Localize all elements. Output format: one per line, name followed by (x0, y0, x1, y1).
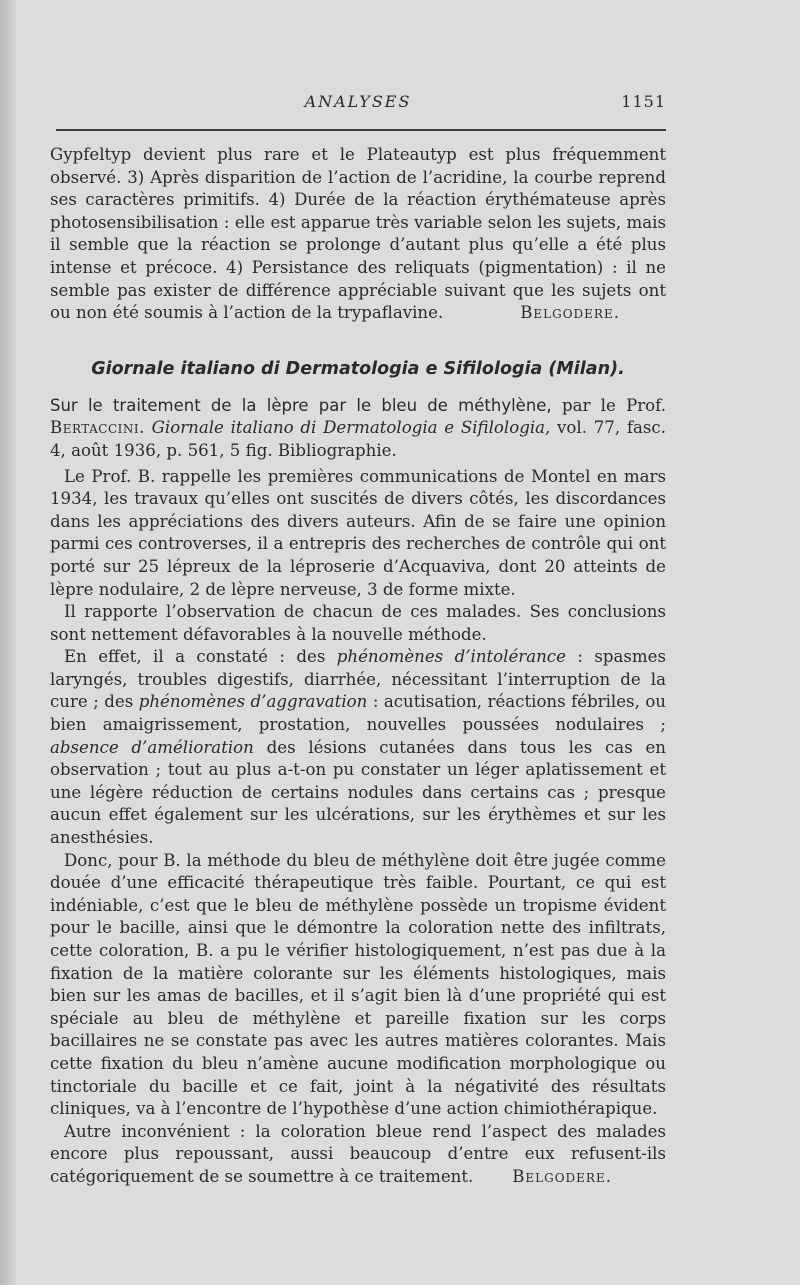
article-paragraph-4: Donc, pour B. la méthode du bleu de méthylène doit être jugée comme douée d’une efficacité thérapeutique très faible. Pourtant, ce qui est indéniable, c’est que le bleu de méthylène possède un tropisme évident pour le bacille, ainsi que le démontre la coloration nette des infiltrats, cette coloration, B. a pu le vérifier histologiquement, n’est pas due à la fixation de la matière colorante sur les éléments histologiques, mais bien sur les amas de bacilles, et il s’agit bien là d’une propriété qui est spéciale au bleu de méthylène et pareille fixation sur les corps bacillaires ne se constate pas avec les autres matières colorantes. Mais cette fixation du bleu n’amène aucune modification morphologique ou tinctoriale du bacille et ce fait, joint à la négativité des résultats cliniques, va à l’encontre de l’hypothèse d’une action chimiothérapique. (50, 850, 666, 1119)
article-by: par le Prof. (551, 395, 666, 415)
journal-page (50, 92, 666, 1186)
article-citation (50, 395, 666, 463)
p3-text-c: : spasmes laryngés, troubles digestifs, diarrhée, nécessitant l’interruption de la cure ; des (50, 647, 666, 712)
p3-emphasis-aggravation: phénomènes d’aggravation (138, 692, 368, 712)
page-number: 1151 (621, 92, 666, 111)
article-journal: Giornale italiano di Dermatologia e Sifilologia, (144, 418, 551, 438)
running-title: ANALYSES (304, 92, 412, 111)
page-body (50, 144, 666, 1189)
p3-text-e: : acutisation, réactions fébriles, ou bien amaigrissement, prostation, nouvelles poussées nodulaires ; (50, 692, 666, 735)
p3-text-g: des lésions cutanées dans tous les cas en observation ; tout au plus a-t-on pu constater un léger aplatissement et une légère réduction de certains nodules dans certains cas ; presque aucun effet également sur les ulcérations, sur les érythèmes et sur les anesthésies. (50, 737, 666, 848)
article-paragraph-3 (50, 646, 666, 849)
page-header (50, 92, 666, 118)
p5-text: Autre inconvénient : la coloration bleue rend l’aspect des malades encore plus repoussant, aussi beaucoup d’entre eux refusent-ils catégoriquement de se soumettre à ce traitement. (50, 1121, 666, 1186)
header-rule (56, 129, 666, 131)
previous-review-signature: Belgodere. (520, 303, 620, 323)
p3-text-a: En effet, il a constaté : des (64, 647, 337, 667)
p3-emphasis-absence: absence d’amélioration (50, 737, 254, 757)
page-binding-shadow (0, 0, 16, 1285)
article-paragraph-1: Le Prof. B. rappelle les premières communications de Montel en mars 1934, les travaux qu’elles ont suscités de divers côtés, les discordances dans les appréciations des divers auteurs. Afin de se faire une opinion parmi ces controverses, il a entrepris des recherches de contrôle qui ont porté sur 25 lépreux de la léproserie d’Acquaviva, dont 20 atteints de lèpre nodulaire, 2 de lèpre nerveuse, 3 de forme mixte. (50, 466, 666, 599)
journal-heading: Giornale italiano di Dermatologia e Sifilologia (Milan). (91, 358, 625, 379)
article-paragraph-5 (50, 1121, 666, 1189)
article-signature: Belgodere. (512, 1166, 612, 1186)
article-title: Sur le traitement de la lèpre par le bleu de méthylène, (50, 395, 552, 415)
previous-review-paragraph (50, 144, 666, 325)
previous-review-text: Gypfeltyp devient plus rare et le Plateautyp est plus fréquemment observé. 3) Après disparition de l’action de l’acridine, la courbe reprend ses caractères primitifs. 4) Durée de la réaction érythémateuse après photosensibilisation : elle est apparue très variable selon les sujets, mais il semble que la réaction se prolonge d’autant plus qu’elle a été plus intense et précoce. 4) Persistance des reliquats (pigmentation) : il ne semble pas exister de différence appréciable suivant que les sujets ont ou non été soumis à l’action de la trypaflavine. (50, 145, 666, 323)
article-reference: vol. 77, fasc. 4, août 1936, p. 561, 5 fig. Bibliographie. (50, 418, 666, 460)
p3-emphasis-intolerance: phénomènes d’intolérance (336, 647, 566, 667)
article-paragraph-2: Il rapporte l’observation de chacun de ces malades. Ses conclusions sont nettement défavorables à la nouvelle méthode. (50, 602, 666, 644)
article-author: Bertaccini. (50, 418, 145, 438)
